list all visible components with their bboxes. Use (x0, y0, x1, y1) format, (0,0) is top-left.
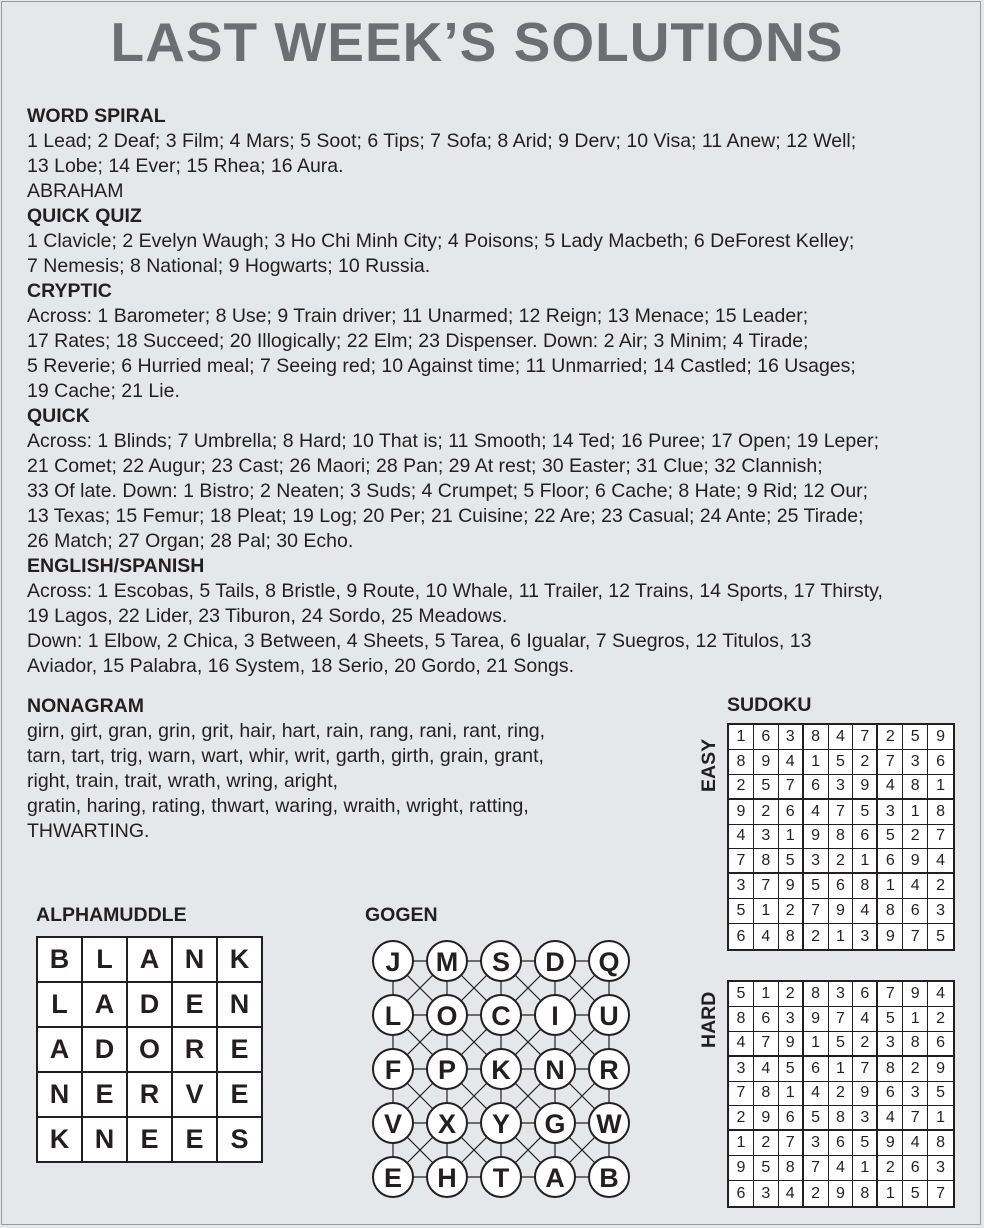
sudoku-cell: 7 (804, 899, 829, 924)
section-line: 1 Lead; 2 Deaf; 3 Film; 4 Mars; 5 Soot; 6 Tips; 7 Sofa; 8 Arid; 9 Derv; 10 Visa; 11 Anew; 12 Well; (27, 130, 857, 152)
gogen-letter: G (544, 1109, 566, 1139)
sudoku-cell: 8 (829, 825, 854, 850)
sudoku-cell: 9 (804, 825, 829, 850)
sudoku-cell: 9 (729, 1156, 754, 1181)
alphamuddle-cell: B (38, 938, 81, 981)
gogen-board (365, 932, 635, 1217)
sudoku-cell: 1 (928, 775, 953, 800)
alphamuddle-cell: R (173, 1028, 216, 1071)
gogen-letter: O (436, 1001, 458, 1031)
sudoku-cell: 6 (878, 1082, 903, 1107)
sudoku-cell: 4 (878, 1106, 903, 1131)
alphamuddle-cell: E (218, 1028, 261, 1071)
section-line: 33 Of late. Down: 1 Bistro; 2 Neaten; 3 Suds; 4 Crumpet; 5 Floor; 6 Cache; 8 Hate; 9 Rid; 12 Our; (27, 480, 869, 502)
sudoku-cell: 4 (829, 725, 854, 750)
gogen-letter: K (491, 1055, 511, 1085)
sudoku-cell: 3 (729, 1057, 754, 1082)
sudoku-cell: 7 (853, 725, 878, 750)
sudoku-cell: 1 (903, 1007, 928, 1032)
sudoku-hard-grid (727, 980, 955, 1208)
sudoku-cell: 5 (903, 1181, 928, 1206)
sudoku-cell: 8 (903, 1032, 928, 1057)
alphamuddle-cell: A (83, 983, 126, 1026)
sudoku-cell: 9 (779, 1032, 804, 1057)
sudoku-cell: 2 (903, 1057, 928, 1082)
gogen-letter: N (545, 1055, 565, 1085)
section-heading: ENGLISH/SPANISH (27, 555, 205, 577)
sudoku-cell: 3 (903, 1082, 928, 1107)
gogen-letter: J (385, 947, 401, 977)
sudoku-cell: 3 (878, 1032, 903, 1057)
sudoku-cell: 2 (729, 1106, 754, 1131)
sudoku-cell: 5 (853, 800, 878, 825)
sudoku-cell: 9 (853, 1082, 878, 1107)
sudoku-cell: 4 (729, 1032, 754, 1057)
sudoku-cell: 5 (903, 725, 928, 750)
alphamuddle-cell: E (173, 1118, 216, 1161)
sudoku-cell: 1 (878, 874, 903, 899)
section-line: Across: 1 Barometer; 8 Use; 9 Train driver; 11 Unarmed; 12 Reign; 13 Menace; 15 Leader; (27, 305, 809, 327)
sudoku-cell: 7 (729, 849, 754, 874)
alphamuddle-cell: S (218, 1118, 261, 1161)
sudoku-cell: 7 (903, 924, 928, 949)
sudoku-cell: 2 (779, 899, 804, 924)
sudoku-cell: 8 (804, 725, 829, 750)
sudoku-cell: 6 (729, 924, 754, 949)
sudoku-heading: SUDOKU (727, 694, 812, 716)
sudoku-easy-grid (727, 723, 955, 951)
sudoku-cell: 1 (729, 1131, 754, 1156)
sudoku-cell: 4 (853, 1007, 878, 1032)
sudoku-cell: 9 (754, 1106, 779, 1131)
sudoku-cell: 4 (779, 750, 804, 775)
sudoku-cell: 6 (804, 775, 829, 800)
sudoku-cell: 2 (928, 874, 953, 899)
gogen-letter: W (596, 1109, 622, 1139)
sudoku-cell: 7 (829, 800, 854, 825)
alphamuddle-cell: L (38, 983, 81, 1026)
gogen-letter: Y (491, 1109, 511, 1139)
section-line: 17 Rates; 18 Succeed; 20 Illogically; 22 Elm; 23 Dispenser. Down: 2 Air; 3 Minim; 4 Tirade; (27, 330, 809, 352)
sudoku-cell: 5 (878, 1007, 903, 1032)
section-line: 1 Clavicle; 2 Evelyn Waugh; 3 Ho Chi Minh City; 4 Poisons; 5 Lady Macbeth; 6 DeForest Kelley; (27, 230, 855, 252)
alphamuddle-cell: D (128, 983, 171, 1026)
sudoku-cell: 8 (853, 874, 878, 899)
sudoku-cell: 1 (729, 725, 754, 750)
section-heading: CRYPTIC (27, 280, 112, 302)
nonagram-line: girn, girt, gran, grin, grit, hair, hart, rain, rang, rani, rant, ring, (27, 720, 546, 742)
sudoku-cell: 9 (829, 899, 854, 924)
sudoku-cell: 5 (729, 982, 754, 1007)
sudoku-cell: 3 (903, 750, 928, 775)
sudoku-cell: 5 (936, 927, 945, 945)
section-line: 21 Comet; 22 Augur; 23 Cast; 26 Maori; 28 Pan; 29 At rest; 30 Easter; 31 Clue; 32 Clannish; (27, 455, 823, 477)
sudoku-cell: 5 (754, 1156, 779, 1181)
sudoku-cell: 8 (754, 849, 779, 874)
sudoku-cell: 6 (779, 1106, 804, 1131)
sudoku-cell: 5 (878, 825, 903, 850)
sudoku-cell: 3 (853, 1106, 878, 1131)
gogen-letter: X (437, 1109, 457, 1139)
sudoku-cell: 2 (878, 1156, 903, 1181)
sudoku-cell: 3 (878, 800, 903, 825)
sudoku-cell: 9 (928, 1057, 953, 1082)
solution-section (27, 279, 962, 404)
gogen-letter: R (599, 1055, 619, 1085)
sudoku-cell: 1 (754, 899, 779, 924)
sudoku-cell: 4 (754, 1057, 779, 1082)
section-line: 7 Nemesis; 8 National; 9 Hogwarts; 10 Russia. (27, 255, 431, 277)
sudoku-cell: 1 (804, 1032, 829, 1057)
sudoku-easy-label: EASY (698, 738, 720, 792)
sudoku-cell: 6 (928, 750, 953, 775)
sudoku-cell: 6 (903, 899, 928, 924)
sudoku-cell: 4 (829, 1156, 854, 1181)
section-line: Down: 1 Elbow, 2 Chica, 3 Between, 4 Sheets, 5 Tarea, 6 Igualar, 7 Suegros, 12 Titulos, 13 (27, 630, 812, 652)
sudoku-cell: 4 (754, 924, 779, 949)
section-line: 5 Reverie; 6 Hurried meal; 7 Seeing red; 10 Against time; 11 Unmarried; 14 Castled; 16 Usages; (27, 355, 856, 377)
sudoku-cell: 7 (936, 1184, 945, 1202)
sudoku-cell: 6 (779, 800, 804, 825)
sudoku-cell: 2 (853, 1032, 878, 1057)
sudoku-cell: 1 (829, 1057, 854, 1082)
sudoku-hard-label: HARD (698, 991, 720, 1048)
nonagram-line: right, train, trait, wrath, wring, aright, (27, 770, 339, 792)
sudoku-cell: 8 (853, 1181, 878, 1206)
section-line: Across: 1 Escobas, 5 Tails, 8 Bristle, 9 Route, 10 Whale, 11 Trailer, 12 Trains, 14 Sports, 17 Thirsty, (27, 580, 883, 602)
solution-section (27, 404, 962, 554)
sudoku-cell: 2 (729, 775, 754, 800)
section-line: 19 Cache; 21 Lie. (27, 380, 180, 402)
sudoku-cell: 7 (853, 1057, 878, 1082)
sudoku-cell: 1 (779, 1082, 804, 1107)
gogen-heading: GOGEN (365, 904, 438, 926)
section-line: 13 Lobe; 14 Ever; 15 Rhea; 16 Aura. (27, 155, 344, 177)
gogen-letter: M (435, 947, 459, 977)
sudoku-cell: 6 (754, 725, 779, 750)
sudoku-cell: 8 (804, 982, 829, 1007)
sudoku-cell: 7 (754, 874, 779, 899)
sudoku-cell: 6 (878, 849, 903, 874)
sudoku-cell: 7 (754, 1032, 779, 1057)
sudoku-cell: 7 (878, 982, 903, 1007)
sudoku-cell: 5 (804, 874, 829, 899)
sudoku-cell: 5 (729, 899, 754, 924)
sudoku-cell: 9 (804, 1007, 829, 1032)
alphamuddle-cell: R (128, 1073, 171, 1116)
sudoku-cell: 5 (754, 775, 779, 800)
gogen-letter: D (545, 947, 565, 977)
sudoku-cell: 6 (928, 1032, 953, 1057)
sudoku-cell: 4 (928, 849, 953, 874)
alphamuddle-cell: O (128, 1028, 171, 1071)
gogen-letter: V (383, 1109, 403, 1139)
nonagram-heading: NONAGRAM (27, 695, 144, 717)
sudoku-cell: 3 (779, 1007, 804, 1032)
alphamuddle-cell: E (83, 1073, 126, 1116)
section-line: 26 Match; 27 Organ; 28 Pal; 30 Echo. (27, 530, 354, 552)
solution-section (27, 554, 962, 679)
sudoku-cell: 5 (829, 750, 854, 775)
sudoku-cell: 1 (829, 924, 854, 949)
sudoku-cell: 2 (853, 750, 878, 775)
alphamuddle-cell: K (38, 1118, 81, 1161)
sudoku-cell: 4 (804, 800, 829, 825)
sudoku-cell: 2 (829, 849, 854, 874)
gogen-letter: S (491, 947, 511, 977)
sudoku-cell: 8 (878, 899, 903, 924)
sudoku-cell: 1 (804, 750, 829, 775)
sudoku-cell: 2 (779, 982, 804, 1007)
sudoku-cell: 7 (829, 1007, 854, 1032)
gogen-letter: C (491, 1001, 511, 1031)
alphamuddle-cell: E (128, 1118, 171, 1161)
sudoku-cell: 8 (829, 1106, 854, 1131)
alphamuddle-cell: E (173, 983, 216, 1026)
solution-section (27, 204, 962, 279)
sudoku-cell: 9 (754, 750, 779, 775)
sudoku-cell: 8 (928, 800, 953, 825)
sudoku-cell: 3 (729, 874, 754, 899)
sudoku-cell: 3 (928, 1156, 953, 1181)
sudoku-cell: 4 (779, 1181, 804, 1206)
sudoku-cell: 8 (928, 1131, 953, 1156)
sudoku-cell: 1 (878, 1181, 903, 1206)
nonagram-line: THWARTING. (27, 820, 150, 842)
sudoku-cell: 9 (903, 849, 928, 874)
section-line: 19 Lagos, 22 Lider, 23 Tiburon, 24 Sordo, 25 Meadows. (27, 605, 508, 627)
sudoku-cell: 1 (928, 1106, 953, 1131)
sudoku-cell: 6 (829, 1131, 854, 1156)
sudoku-cell: 1 (853, 849, 878, 874)
sudoku-cell: 5 (779, 849, 804, 874)
sudoku-cell: 5 (779, 1057, 804, 1082)
sudoku-cell: 2 (804, 924, 829, 949)
sudoku-cell: 4 (928, 982, 953, 1007)
sudoku-cell: 3 (829, 982, 854, 1007)
gogen-letter: B (599, 1163, 619, 1193)
sudoku-cell: 9 (878, 1131, 903, 1156)
sudoku-cell: 5 (804, 1106, 829, 1131)
section-heading: WORD SPIRAL (27, 105, 166, 127)
section-line: ABRAHAM (27, 180, 124, 202)
sudoku-cell: 3 (853, 924, 878, 949)
section-heading: QUICK QUIZ (27, 205, 142, 227)
alphamuddle-cell: L (83, 938, 126, 981)
sudoku-cell: 2 (804, 1181, 829, 1206)
sudoku-cell: 1 (754, 982, 779, 1007)
alphamuddle-cell: N (173, 938, 216, 981)
sudoku-cell: 2 (928, 1007, 953, 1032)
sudoku-cell: 6 (853, 825, 878, 850)
sudoku-cell: 2 (878, 725, 903, 750)
section-line: Aviador, 15 Palabra, 16 System, 18 Serio, 20 Gordo, 21 Songs. (27, 655, 575, 677)
sudoku-cell: 3 (754, 1181, 779, 1206)
sudoku-cell: 1 (903, 800, 928, 825)
sudoku-cell: 7 (878, 750, 903, 775)
sudoku-cell: 4 (878, 775, 903, 800)
gogen-letter: L (384, 1001, 402, 1031)
alphamuddle-cell: D (83, 1028, 126, 1071)
sudoku-cell: 9 (779, 874, 804, 899)
sudoku-cell: 2 (754, 1131, 779, 1156)
sudoku-cell: 7 (779, 775, 804, 800)
alphamuddle-cell: A (38, 1028, 81, 1071)
solution-section (27, 104, 962, 204)
alphamuddle-cell: N (83, 1118, 126, 1161)
alphamuddle-cell: A (128, 938, 171, 981)
sudoku-cell: 4 (804, 1082, 829, 1107)
sudoku-cell: 8 (779, 924, 804, 949)
sudoku-cell: 8 (779, 1156, 804, 1181)
sudoku-cell: 8 (903, 775, 928, 800)
gogen-letter: U (599, 1001, 619, 1031)
sudoku-cell: 2 (754, 800, 779, 825)
sudoku-cell: 4 (903, 874, 928, 899)
sudoku-cell: 9 (853, 775, 878, 800)
gogen-letter: A (545, 1163, 565, 1193)
sudoku-cell: 8 (729, 750, 754, 775)
alphamuddle-heading: ALPHAMUDDLE (36, 904, 187, 926)
sudoku-cell: 3 (928, 899, 953, 924)
sudoku-cell: 2 (829, 1082, 854, 1107)
alphamuddle-grid (36, 936, 263, 1163)
sudoku-cell: 6 (853, 982, 878, 1007)
sudoku-cell: 3 (804, 849, 829, 874)
solutions-list (27, 104, 962, 679)
gogen-letter: Q (598, 947, 620, 977)
sudoku-cell: 8 (878, 1057, 903, 1082)
sudoku-cell: 4 (903, 1131, 928, 1156)
sudoku-cell: 6 (804, 1057, 829, 1082)
section-heading: QUICK (27, 405, 90, 427)
alphamuddle-cell: K (218, 938, 261, 981)
gogen-letter: F (384, 1055, 402, 1085)
sudoku-cell: 9 (729, 800, 754, 825)
sudoku-cell: 9 (878, 924, 903, 949)
sudoku-cell: 4 (853, 899, 878, 924)
nonagram-section (27, 694, 687, 844)
sudoku-cell: 9 (903, 982, 928, 1007)
sudoku-cell: 7 (928, 825, 953, 850)
gogen-letter: H (437, 1163, 457, 1193)
sudoku-cell: 1 (779, 825, 804, 850)
sudoku-cell: 5 (829, 1032, 854, 1057)
sudoku-cell: 3 (779, 725, 804, 750)
section-line: Across: 1 Blinds; 7 Umbrella; 8 Hard; 10 That is; 11 Smooth; 14 Ted; 16 Puree; 17 Open; 19 Leper; (27, 430, 879, 452)
sudoku-cell: 3 (754, 825, 779, 850)
sudoku-cell: 3 (829, 775, 854, 800)
sudoku-cell: 6 (754, 1007, 779, 1032)
nonagram-line: gratin, haring, rating, thwart, waring, wraith, wright, ratting, (27, 795, 529, 817)
alphamuddle-cell: N (38, 1073, 81, 1116)
page-title: LAST WEEK’S SOLUTIONS (110, 11, 844, 73)
sudoku-cell: 7 (903, 1106, 928, 1131)
nonagram-line: tarn, tart, trig, warn, wart, whir, writ, garth, girth, grain, grant, (27, 745, 544, 767)
sudoku-cell: 8 (729, 1007, 754, 1032)
sudoku-cell: 2 (903, 825, 928, 850)
sudoku-cell: 9 (928, 725, 953, 750)
sudoku-cell: 4 (729, 825, 754, 850)
gogen-letter: T (492, 1163, 510, 1193)
sudoku-cell: 6 (729, 1181, 754, 1206)
sudoku-cell: 9 (829, 1181, 854, 1206)
sudoku-cell: 6 (829, 874, 854, 899)
alphamuddle-cell: E (218, 1073, 261, 1116)
gogen-letter: P (437, 1055, 457, 1085)
alphamuddle-cell: V (173, 1073, 216, 1116)
sudoku-cell: 3 (804, 1131, 829, 1156)
section-line: 13 Texas; 15 Femur; 18 Pleat; 19 Log; 20 Per; 21 Cuisine; 22 Are; 23 Casual; 24 Ante; 25 Tirade; (27, 505, 864, 527)
alphamuddle-cell: N (218, 983, 261, 1026)
sudoku-cell: 1 (853, 1156, 878, 1181)
gogen-letter: I (551, 1001, 559, 1031)
gogen-letter: E (383, 1163, 403, 1193)
sudoku-cell: 5 (853, 1131, 878, 1156)
sudoku-cell: 5 (928, 1082, 953, 1107)
sudoku-cell: 7 (779, 1131, 804, 1156)
sudoku-cell: 8 (754, 1082, 779, 1107)
sudoku-cell: 7 (729, 1082, 754, 1107)
sudoku-cell: 6 (903, 1156, 928, 1181)
sudoku-cell: 7 (804, 1156, 829, 1181)
